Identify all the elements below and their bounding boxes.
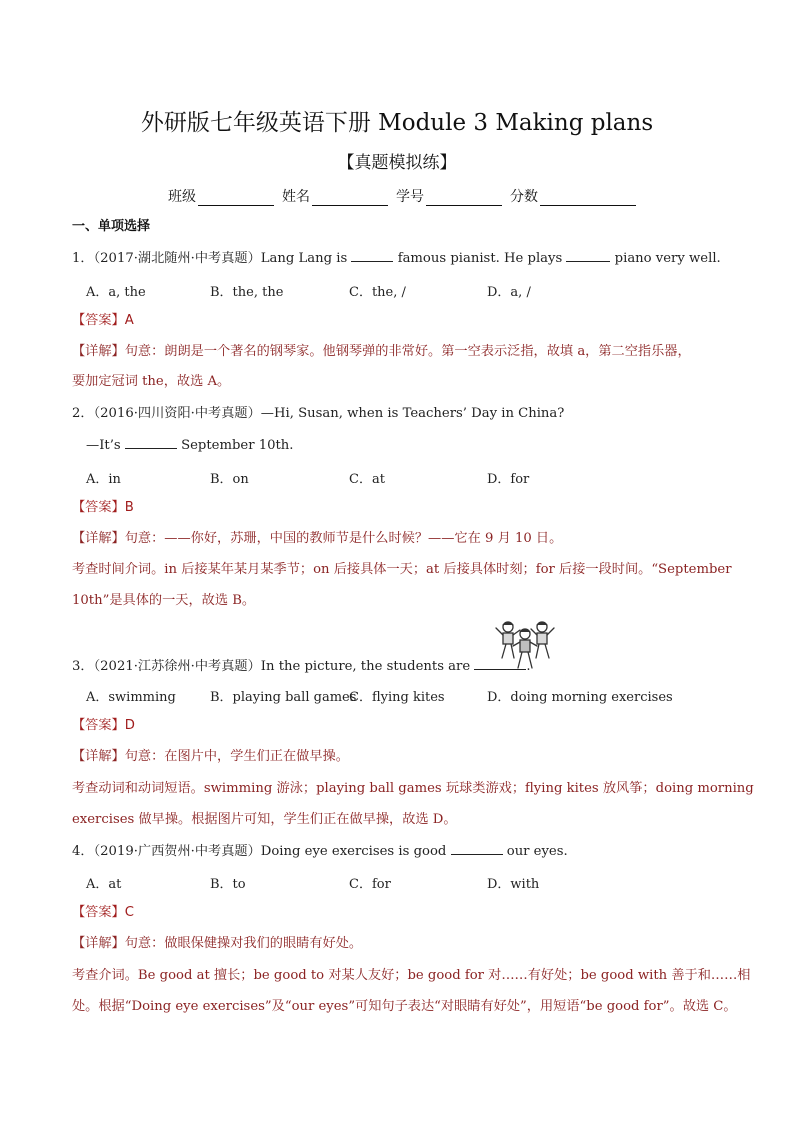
q4-option-b: B．to xyxy=(210,877,246,892)
q4-stem-part: our eyes. xyxy=(506,844,568,859)
page-title: 外研版七年级英语下册 Module 3 Making plans xyxy=(140,110,654,136)
q1-blank-1 xyxy=(351,248,393,262)
name-blank xyxy=(312,189,388,206)
q1-stem-part: piano very well. xyxy=(614,251,721,266)
q4-detail-line: 【详解】句意：做眼保健操对我们的眼睛有好处。 xyxy=(72,936,363,951)
q2-option-c: C．at xyxy=(349,472,385,487)
class-blank xyxy=(198,189,274,206)
q3-stem-part: 3．（2021·江苏徐州·中考真题）In the picture, the students are xyxy=(72,659,471,674)
q2-option-b: B．on xyxy=(210,472,249,487)
q3-detail-line: 【详解】句意：在图片中，学生们正在做早操。 xyxy=(72,749,349,764)
question-2-reply xyxy=(86,435,293,456)
name-field xyxy=(282,186,388,206)
section-heading: 一、单项选择 xyxy=(72,219,151,234)
q2-stem-part: September 10th. xyxy=(181,438,294,453)
q1-option-a: A．a, the xyxy=(86,285,146,300)
name-label: 姓名 xyxy=(282,189,310,205)
q3-option-d: D．doing morning exercises xyxy=(487,690,673,705)
q2-detail-line: 【详解】句意：——你好，苏珊，中国的教师节是什么时候？——它在 9 月 10 日。 xyxy=(72,531,563,546)
q1-blank-2 xyxy=(566,248,610,262)
score-blank xyxy=(540,189,636,206)
class-label: 班级 xyxy=(168,189,196,205)
q4-option-c: C．for xyxy=(349,877,391,892)
student-info-row xyxy=(168,186,636,206)
page-subtitle: 【真题模拟练】 xyxy=(337,153,457,173)
q1-option-b: B．the, the xyxy=(210,285,284,300)
q2-option-d: D．for xyxy=(487,472,530,487)
id-blank xyxy=(426,189,502,206)
q3-detail-line: exercises 做早操。根据图片可知，学生们正在做早操，故选 D。 xyxy=(72,812,457,827)
q3-blank xyxy=(474,656,526,670)
q4-detail-line: 处。根据“Doing eye exercises”及“our eyes”可知句子表达“对眼睛有好处”，用短语“be good for”。故选 C。 xyxy=(72,999,737,1014)
q1-stem-part: 1．（2017·湖北随州·中考真题）Lang Lang is xyxy=(72,251,348,266)
q3-stem-part: . xyxy=(526,659,531,674)
q2-option-a: A．in xyxy=(86,472,121,487)
score-field xyxy=(510,186,636,206)
q1-option-d: D．a, / xyxy=(487,285,531,300)
q2-answer: 【答案】B xyxy=(72,500,134,515)
q4-blank xyxy=(451,841,503,855)
q4-stem-part: 4．（2019·广西贺州·中考真题）Doing eye exercises is good xyxy=(72,844,447,859)
q1-detail-line: 【详解】句意：朗朗是一个著名的钢琴家。他钢琴弹的非常好。第一空表示泛指，故填 a，第二空指乐器， xyxy=(72,344,691,359)
q1-stem-part: famous pianist. He plays xyxy=(397,251,563,266)
q2-detail-line: 10th”是具体的一天，故选 B。 xyxy=(72,593,256,608)
q4-detail-line: 考查介词。Be good at 擅长；be good to 对某人友好；be good for 对……有好处；be good with 善于和……相 xyxy=(72,968,751,983)
q3-answer: 【答案】D xyxy=(72,718,135,733)
q1-option-c: C．the, / xyxy=(349,285,406,300)
class-field xyxy=(168,186,274,206)
q1-detail-line: 要加定冠词 the，故选 A。 xyxy=(72,374,231,389)
q3-option-b: B．playing ball games xyxy=(210,690,357,705)
q4-option-d: D．with xyxy=(487,877,540,892)
q4-answer: 【答案】C xyxy=(72,905,134,920)
question-4-stem xyxy=(72,841,568,862)
q3-option-a: A．swimming xyxy=(86,690,176,705)
question-3-stem xyxy=(72,656,531,677)
id-field xyxy=(396,186,502,206)
q2-blank xyxy=(125,435,177,449)
q2-detail-line: 考查时间介词。in 后接某年某月某季节；on 后接具体一天；at 后接具体时刻；for 后接一段时间。“September xyxy=(72,562,732,577)
q2-stem-part: —It’s xyxy=(86,438,121,453)
q3-option-c: C．flying kites xyxy=(349,690,445,705)
score-label: 分数 xyxy=(510,189,538,205)
q1-answer: 【答案】A xyxy=(72,313,134,328)
id-label: 学号 xyxy=(396,189,424,205)
question-2-stem: 2．（2016·四川资阳·中考真题）—Hi, Susan, when is Teachers’ Day in China? xyxy=(72,406,565,421)
q4-option-a: A．at xyxy=(86,877,122,892)
question-1-stem xyxy=(72,248,721,269)
q3-detail-line: 考查动词和动词短语。swimming 游泳；playing ball games 玩球类游戏；flying kites 放风筝；doing morning xyxy=(72,781,754,796)
